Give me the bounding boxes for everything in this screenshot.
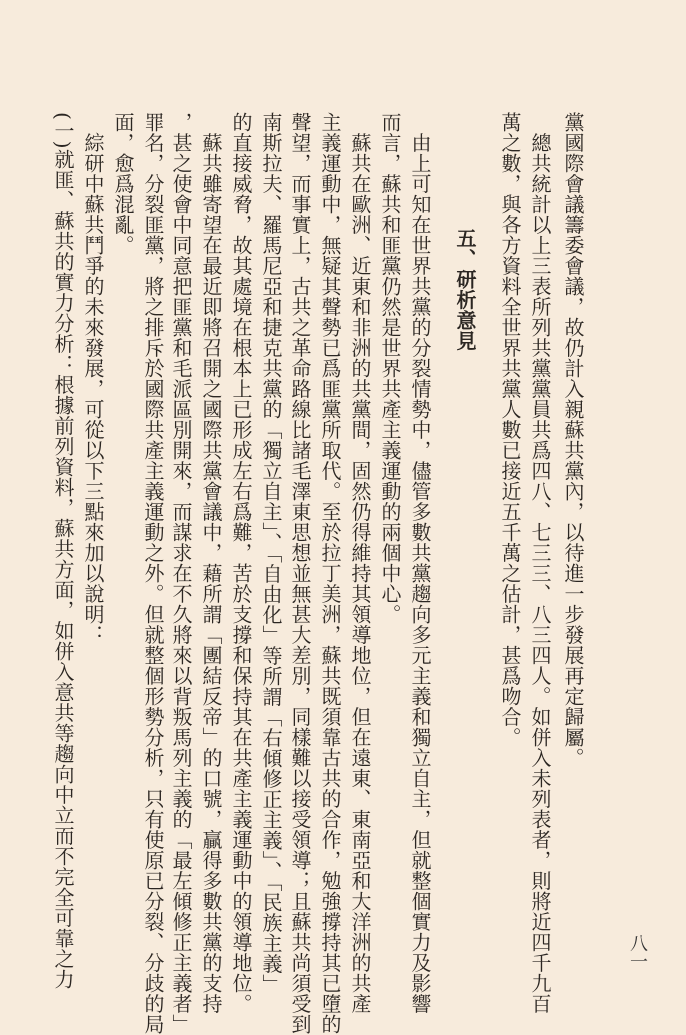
text-column: 主義運動中，無疑其聲勢已爲匪黨所取代。至於拉丁美洲，蘇共既須靠古共的合作，勉強撐持其已墮的 (318, 112, 342, 1035)
text-column: 南斯拉夫、羅馬尼亞和捷克共黨的「獨立自主」、「自由化」等所謂「右傾修正主義」、「民族主義」 (259, 112, 283, 995)
text-column: (一)就匪、蘇共的實力分析：根據前列資料，蘇共方面，如併入意共等趨向中立而不完全可靠之力 (51, 112, 75, 990)
text-column: 蘇共在歐洲、近東和非洲的共黨間，固然仍得維持其領導地位，但在遠東、東南亞和大洋洲的共產 (348, 112, 372, 1014)
text-column: 面，愈爲混亂。 (111, 112, 135, 256)
text-column: 聲望，而事實上，古共之革命路線比諸毛澤東思想並無甚大差別，同樣難以接受領導；且蘇共尚須受到 (288, 112, 312, 1035)
page-number: 八一 (627, 934, 648, 970)
text-column: 而言，蘇共和匪黨仍然是世界共產主義運動的兩個中心。 (378, 112, 402, 625)
text-column: 的直接威脅，故其處境在根本上已形成左右爲難，苦於支撐和保持其在共產主義運動中的領導地位。 (229, 112, 253, 1014)
text-column: 萬之數，與各方資料全世界共黨人數已接近五千萬之估計，甚爲吻合。 (498, 112, 522, 748)
section-heading: 五、研析意見 (453, 228, 477, 351)
text-column: 由上可知在世界共黨的分裂情勢中，儘管多數共黨趨向多元主義和獨立自主，但就整個實力及影響 (408, 112, 432, 1014)
text-column: 總共統計以上三表所列共黨黨員共爲四八、七三三、八三四人。如併入未列表者，則將近四千九百 (528, 112, 552, 1014)
text-column: 蘇共雖寄望在最近即將召開之國際共黨會議中，藉所謂「團結反帝」的口號，贏得多數共黨的支持 (199, 112, 223, 1014)
text-column: 罪名，分裂匪黨，將之排斥於國際共產主義運動之外。但就整個形勢分析，只有使原已分裂、分歧的局 (141, 112, 165, 1035)
text-column: ，甚之使會中同意把匪黨和毛派區別開來，而謀求在不久將來以背叛馬列主義的「最左傾修正主義者」 (169, 112, 193, 1035)
text-column: 綜研中蘇共鬥爭的未來發展，可從以下三點來加以說明： (81, 112, 105, 645)
text-column: 黨國際會議籌委會議，故仍計入親蘇共黨內，以待進一步發展再定歸屬。 (561, 112, 585, 768)
